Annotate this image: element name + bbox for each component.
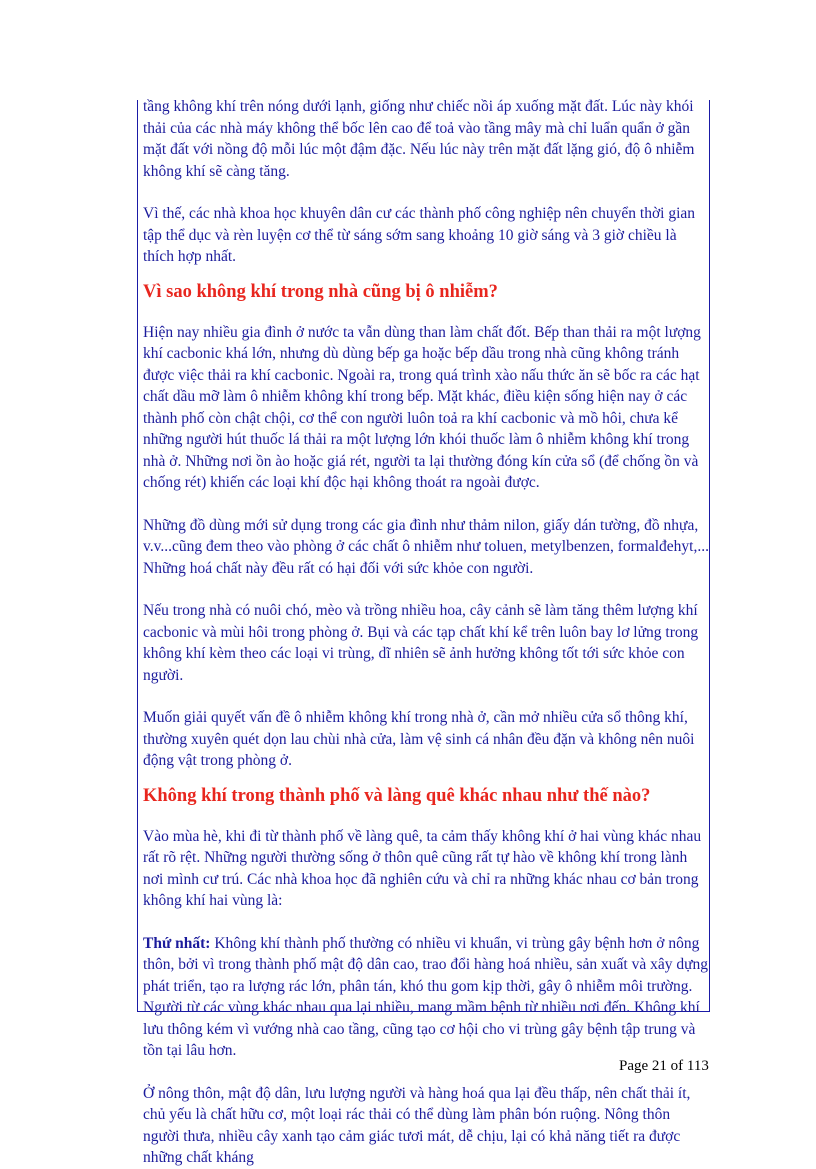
document-body — [143, 96, 709, 1169]
emphasis-label: Thứ nhất: — [143, 934, 211, 952]
paragraph: Vào mùa hè, khi đi từ thành phố về làng quê, ta cảm thấy không khí ở hai vùng khác nhau rất rõ rệt. Những người thường sống ở thôn quê cũng rất tự hào về không khí trong lành nơi mình cư trú. Các nhà khoa học đã nghiên cứu và chỉ ra những khác nhau cơ bản trong không khí hai vùng là: — [143, 827, 702, 909]
paragraph: Những đồ dùng mới sử dụng trong các gia đình như thảm nilon, giấy dán tường, đồ nhựa, v.v...cũng đem theo vào phòng ở các chất ô nhiễm như toluen, metylbenzen, formalđehyt,... Những hoá chất này đều rất có hại đối với sức khỏe con người. — [143, 516, 709, 577]
paragraph: Vì thế, các nhà khoa học khuyên dân cư các thành phố công nghiệp nên chuyển thời gian tập thể dục và rèn luyện cơ thể từ sáng sớm sang khoảng 10 giờ sáng và 3 giờ chiều là thích hợp nhất. — [143, 205, 696, 265]
paragraph — [143, 933, 709, 1062]
paragraph-text: Không khí thành phố thường có nhiều vi khuẩn, vi trùng gây bệnh hơn ở nông thôn, bởi vì trong thành phố mật độ dân cao, trao đổi hàng hoá nhiều, sản xuất và xây dựng phát triển, tạo ra lượng rác lớn, phân tán, khó thu gom kịp thời, gây ô nhiễm môi trường. Người từ các vùng khác nhau qua lại nhiều, mang mầm bệnh từ nhiều nơi đến. Không khí lưu thông kém vì vướng nhà cao tầng, cũng tạo cơ hội cho vi trùng gây bệnh tập trung và tồn tại lâu hơn. — [143, 934, 709, 1059]
paragraph: Nếu trong nhà có nuôi chó, mèo và trồng nhiều hoa, cây cảnh sẽ làm tăng thêm lượng khí cacbonic và mùi hôi trong phòng ở. Bụi và các tạp chất khí kể trên luôn bay lơ lửng trong không khí kèm theo các loại vi trùng, dĩ nhiên sẽ ảnh hưởng không tốt tới sức khỏe con người. — [143, 602, 699, 684]
paragraph: Hiện nay nhiều gia đình ở nước ta vẫn dùng than làm chất đốt. Bếp than thải ra một lượng khí cacbonic khá lớn, nhưng dù dùng bếp ga hoặc bếp dầu trong nhà cũng không tránh được việc thải ra khí cacbonic. Ngoài ra, trong quá trình xào nấu thức ăn sẽ bốc ra các hạt chất dầu mỡ làm ô nhiễm không khí trong bếp. Mặt khác, điều kiện sống hiện nay ở các thành phố còn chật chội, cơ thể con người luôn toả ra khí cacbonic và mồ hôi, chưa kể những người hút thuốc lá thải ra một lượng lớn khói thuốc làm ô nhiễm không khí trong nhà ở. Những nơi ồn ào hoặc giá rét, người ta lại thường đóng kín cửa sổ (để chống ồn và chống rét) khiến các loại khí độc hại không thoát ra ngoài được. — [143, 323, 701, 491]
page-number: Page 21 of 113 — [619, 1058, 709, 1074]
paragraph: tầng không khí trên nóng dưới lạnh, giống như chiếc nồi áp xuống mặt đất. Lúc này khói thải của các nhà máy không thể bốc lên cao để toả vào tầng mây mà chỉ luẩn quẩn ở gần mặt đất với nồng độ mỗi lúc một đậm đặc. Nếu lúc này trên mặt đất lặng gió, độ ô nhiễm không khí sẽ càng tăng. — [143, 98, 695, 180]
section-heading: Vì sao không khí trong nhà cũng bị ô nhiễm? — [143, 281, 498, 302]
paragraph: Ở nông thôn, mật độ dân, lưu lượng người và hàng hoá qua lại đều thấp, nên chất thải ít, chủ yếu là chất hữu cơ, một loại rác thải có thể dùng làm phân bón ruộng. Nông thôn người thưa, nhiều cây xanh tạo cảm giác tươi mát, dễ chịu, lại có khả năng tiết ra được những chất kháng — [143, 1084, 691, 1166]
section-heading: Không khí trong thành phố và làng quê khác nhau như thế nào? — [143, 785, 651, 806]
paragraph: Muốn giải quyết vấn đề ô nhiễm không khí trong nhà ở, cần mở nhiều cửa sổ thông khí, thường xuyên quét dọn lau chùi nhà cửa, làm vệ sinh cá nhân đều đặn và không nên nuôi động vật trong phòng ở. — [143, 709, 695, 769]
